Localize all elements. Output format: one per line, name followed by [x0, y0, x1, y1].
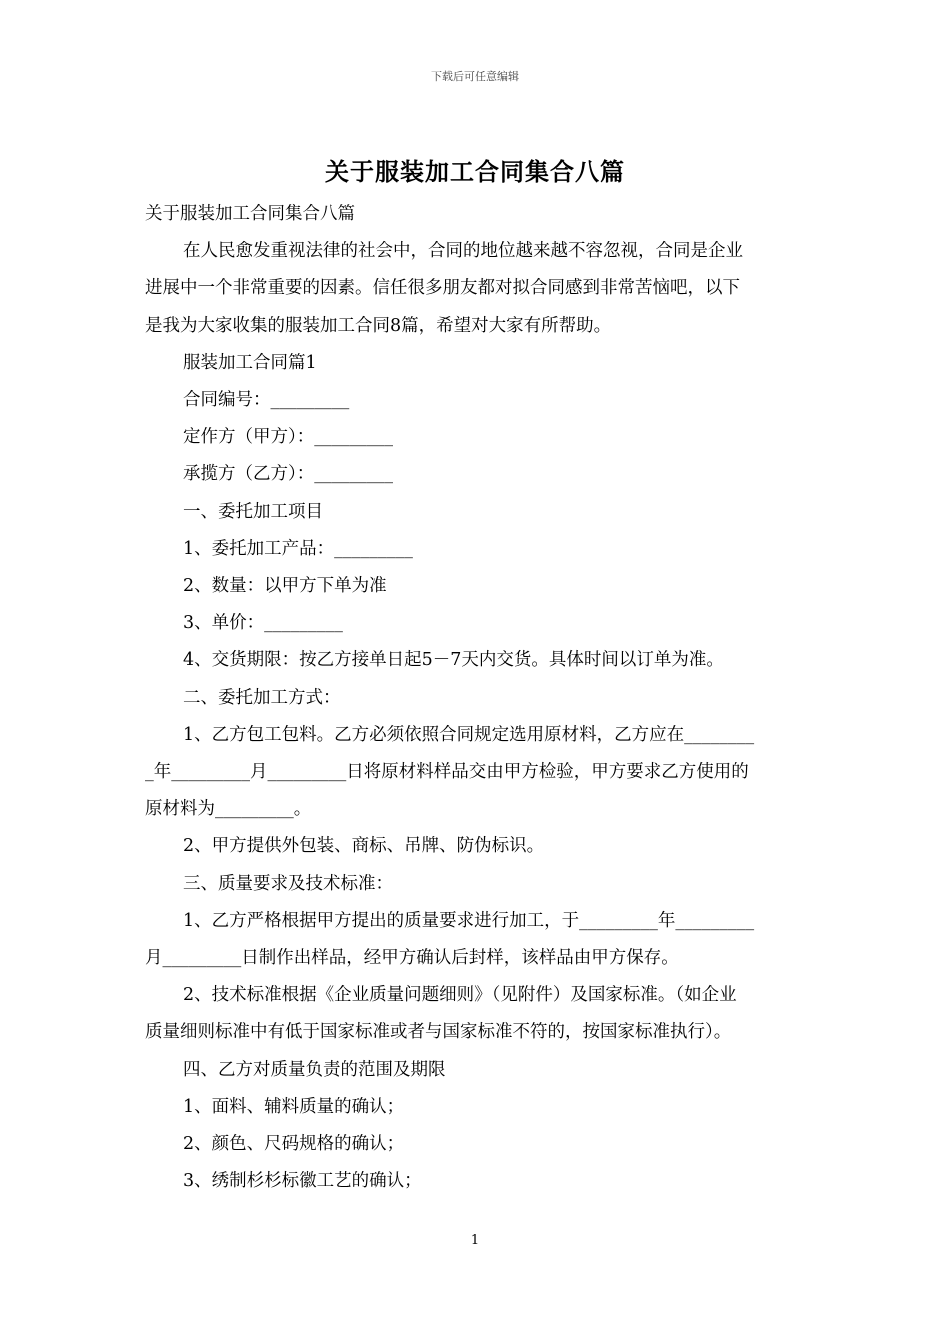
- party-a-line: 定作方（甲方）：_________: [183, 427, 393, 448]
- document-subtitle: 关于服装加工合同集合八篇: [145, 204, 355, 224]
- clause-3-2-line-2: 质量细则标准中有低于国家标准或者与国家标准不符的，按国家标准执行）。: [145, 1022, 732, 1043]
- clause-1-3: 3、单价：_________: [183, 613, 343, 634]
- part-1-heading: 一、委托加工项目: [183, 501, 323, 522]
- clause-4-2: 2、颜色、尺码规格的确认；: [183, 1134, 405, 1155]
- part-4-heading: 四、乙方对质量负责的范围及期限: [183, 1059, 446, 1080]
- document-body: [145, 196, 807, 1200]
- section-heading: 服装加工合同篇1: [183, 352, 317, 373]
- clause-2-2: 2、甲方提供外包装、商标、吊牌、防伪标识。: [183, 836, 545, 857]
- clause-1-4: 4、交货期限：按乙方接单日起5－7天内交货。具体时间以订单为准。: [183, 650, 724, 671]
- clause-4-1: 1、面料、辅料质量的确认；: [183, 1096, 405, 1117]
- clause-2-1-line-3: 原材料为_________。: [145, 799, 312, 820]
- clause-4-3: 3、绣制杉杉标徽工艺的确认；: [183, 1171, 422, 1192]
- intro-paragraph-line-2: 进展中一个非常重要的因素。信任很多朋友都对拟合同感到非常苦恼吧，以下: [145, 278, 740, 299]
- clause-3-1-line-2: 月_________日制作出样品，经甲方确认后封样，该样品由甲方保存。: [145, 948, 679, 969]
- clause-2-1-line-2: _年_________月_________日将原材料样品交由甲方检验，甲方要求乙方使用的: [145, 762, 749, 783]
- part-3-heading: 三、质量要求及技术标准：: [183, 873, 393, 894]
- part-2-heading: 二、委托加工方式：: [183, 687, 341, 708]
- clause-1-2: 2、数量：以甲方下单为准: [183, 576, 387, 597]
- clause-3-2-line-1: 2、技术标准根据《企业质量问题细则》（见附件）及国家标准。（如企业: [183, 985, 737, 1006]
- contract-number-line: 合同编号：_________: [183, 390, 350, 411]
- page-number: 1: [470, 1233, 480, 1248]
- page-header-note: 下载后可任意编辑: [431, 70, 519, 83]
- clause-2-1-line-1: 1、乙方包工包料。乙方必须依照合同规定选用原材料，乙方应在________: [183, 724, 755, 745]
- clause-3-1-line-1: 1、乙方严格根据甲方提出的质量要求进行加工，于_________年_________: [183, 910, 755, 931]
- clause-1-1: 1、委托加工产品：_________: [183, 538, 413, 559]
- intro-paragraph-line-1: 在人民愈发重视法律的社会中，合同的地位越来越不容忽视，合同是企业: [183, 241, 743, 262]
- party-b-line: 承揽方（乙方）：_________: [183, 464, 393, 485]
- document-title: 关于服装加工合同集合八篇: [325, 157, 625, 186]
- intro-paragraph-line-3: 是我为大家收集的服装加工合同8篇，希望对大家有所帮助。: [145, 315, 612, 336]
